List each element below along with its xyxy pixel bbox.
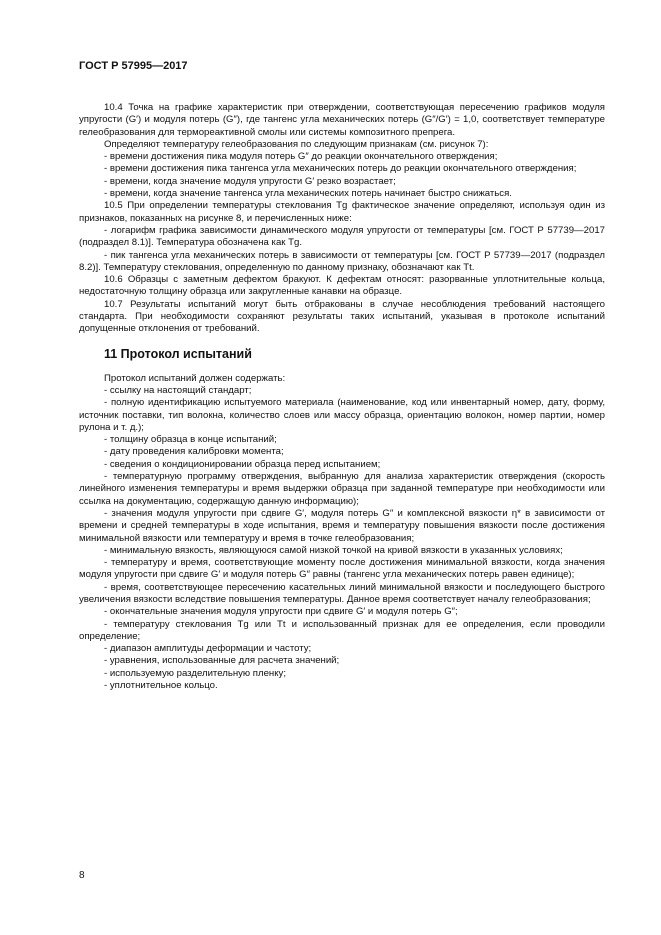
- list-item: - минимальную вязкость, являющуюся самой низкой точкой на кривой вязкости в указанных условиях;: [104, 544, 563, 556]
- paragraph-10-4: 10.4 Точка на графике характеристик при отверждении, соответствующая пересечению графиков модуля упругости (G′) и модуля потерь (G″), где тангенс угла механических потерь (G″/G′) = 1,0, соответствует температуре гелеобразования для термореактивной смолы или системы композитного препрега.: [79, 102, 605, 138]
- list-item: - времени, когда значение модуля упругости G′ резко возрастает;: [104, 175, 396, 187]
- paragraph-10-5: 10.5 При определении температуры стеклования Tg фактическое значение определяют, используя один из признаков, показанных на рисунке 8, и перечисленных ниже:: [79, 200, 605, 224]
- list-item: - полную идентификацию испытуемого материала (наименование, код или инвентарный номер, дату, форму, источник поставки, тип волокна, количество слоев или массу образца, ориентацию волокон, номер партии, номер рулона и т. д.);: [79, 397, 605, 433]
- paragraph-10-6: 10.6 Образцы с заметным дефектом бракуют. К дефектам относят: разорванные уплотнительные кольца, недостаточную толщину образца или закругленные канавки на образце.: [79, 274, 605, 298]
- list-item: - уплотнительное кольцо.: [104, 680, 218, 692]
- list-item: - времени, когда значение тангенса угла механических потерь начинает быстро снижаться.: [104, 188, 512, 200]
- list-item: - температуру стеклования Tg или Tt и использованный признак для ее определения, если проводили определение;: [79, 618, 605, 642]
- document-header: ГОСТ Р 57995—2017: [79, 60, 188, 72]
- list-item: - диапазон амплитуды деформации и частоту;: [104, 643, 312, 655]
- list-item: - логарифм графика зависимости динамического модуля упругости от температуры [см. ГОСТ Р 57739—2017 (подраздел 8.1)]. Температура обозначена как Tg.: [79, 224, 605, 249]
- list-item: - время, соответствующее пересечению касательных линий минимальной вязкости и последующего быстрого увеличения вязкости вследствие повышения температуры. Данное время соответствует началу гелеобразования;: [79, 581, 605, 605]
- paragraph-gel-criteria: Определяют температуру гелеобразования по следующим признакам (см. рисунок 7):: [104, 138, 489, 150]
- list-item: - температурную программу отверждения, выбранную для анализа характеристик отверждения (скорость линейного изменения температуры и время выдержки образца при заданной температуре при необходимости или ссылка на документацию, содержащую данную информацию);: [79, 471, 605, 507]
- page-body: [79, 102, 605, 692]
- list-item: - уравнения, использованные для расчета значений;: [104, 655, 340, 667]
- list-item: - сведения о кондиционировании образца перед испытанием;: [104, 458, 381, 470]
- page-number: 8: [79, 870, 85, 881]
- paragraph-10-7: 10.7 Результаты испытаний могут быть отбракованы в случае несоблюдения требований настоящего стандарта. При необходимости сохраняют результаты таких испытаний, указывая в протоколе испытаний допущенные отклонения от требований.: [79, 298, 605, 335]
- list-item: - пик тангенса угла механических потерь в зависимости от температуры [см. ГОСТ Р 57739—2017 (подраздел 8.2)]. Температуру стеклования, определенную по данному признаку, обозначают как Tt.: [79, 249, 605, 273]
- list-item: - окончательные значения модуля упругости при сдвиге G′ и модуля потерь G″;: [104, 606, 458, 618]
- list-item: - времени достижения пика тангенса угла механических потерь до реакции окончательного отверждения;: [104, 163, 577, 175]
- list-item: - времени достижения пика модуля потерь G″ до реакции окончательного отверждения;: [104, 151, 498, 163]
- list-item: - дату проведения калибровки момента;: [104, 446, 284, 458]
- section-intro: Протокол испытаний должен содержать:: [104, 372, 286, 384]
- section-heading: 11 Протокол испытаний: [104, 346, 252, 361]
- list-item: - ссылку на настоящий стандарт;: [104, 384, 252, 396]
- list-item: - температуру и время, соответствующие моменту после достижения минимальной вязкости, когда значения модуля упругости при сдвиге G′ и модуля потерь G″ равны (тангенс угла механических потерь равен единице);: [79, 557, 605, 581]
- list-item: - толщину образца в конце испытаний;: [104, 434, 277, 446]
- list-item: - используемую разделительную пленку;: [104, 667, 286, 679]
- list-item: - значения модуля упругости при сдвиге G′, модуля потерь G″ и комплексной вязкости η* в зависимости от времени и средней температуры в ходе испытания, время и температуру повышения вязкости после достижения минимальной вязкости или температуру и время в точке гелеобразования;: [79, 507, 605, 544]
